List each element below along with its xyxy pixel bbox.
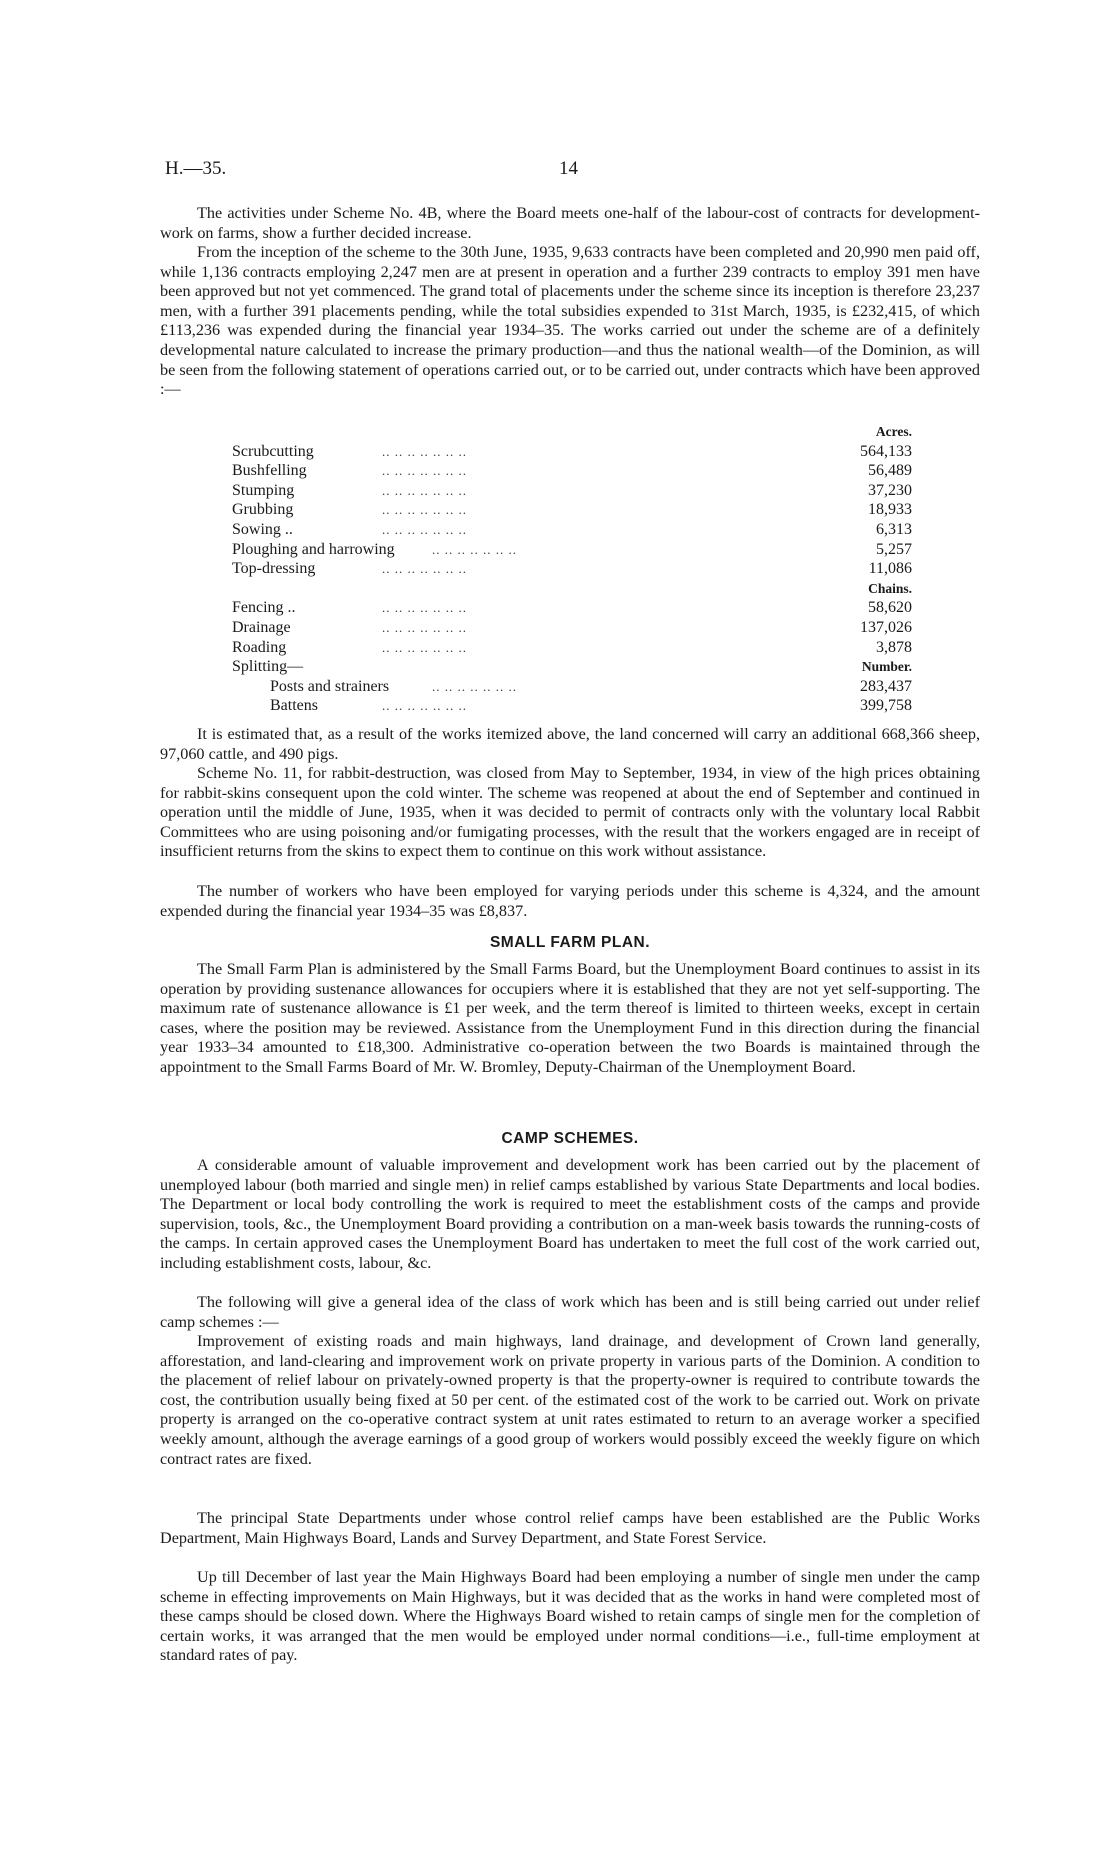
unit-label: Chains.	[868, 580, 912, 596]
paragraph-camp-1: A considerable amount of valuable improvement and development work has been carried out by the placement of unemployed labour (both married and single men) in relief camps established by various State Departments and local bodies. The Department or local body controlling the work is required to meet the establishment costs of the camps and provide supervision, tools, &c., the Unemployment Board providing a contribution on a man-week basis towards the running-costs of the camps. In certain approved cases the Unemployment Board has undertaken to meet the full cost of the work carried out, including establishment costs, labour, &c.	[160, 1156, 980, 1272]
paragraph-small-farm: The Small Farm Plan is administered by the Small Farms Board, but the Unemployment Board continues to assist in its operation by providing sustenance allowances for occupiers where it is established that they are not yet self-supporting. The maximum rate of sustenance allowance is £1 per week, and the term thereof is limited to thirteen weeks, except in certain cases, where the position may be reviewed. Assistance from the Unemployment Fund in this direction during the financial year 1933–34 amounted to £18,300. Administrative co-operation between the two Boards is maintained through the appointment to the Small Farms Board of Mr. W. Bromley, Deputy-Chairman of the Unemployment Board.	[160, 960, 980, 1076]
row-label: Scrubcutting	[232, 442, 314, 460]
heading-camp-schemes: CAMP SCHEMES.	[501, 1130, 639, 1147]
row-value: 399,758	[860, 697, 912, 715]
table-row	[232, 696, 912, 716]
paragraph-scheme-4b: The activities under Scheme No. 4B, where the Board meets one-half of the labour-cost of contracts for development-work on farms, show a further decided increase.	[160, 204, 980, 242]
paragraph-inception: From the inception of the scheme to the 30th June, 1935, 9,633 contracts have been completed and 20,990 men paid off, while 1,136 contracts employing 2,247 men are at present in operation and a further 239 contracts to employ 391 men have been approved but not yet commenced. The grand total of placements under the scheme since its inception is therefore 23,237 men, with a further 391 placements pending, while the total subsidies expended to 31st March, 1935, is £232,415, of which £113,236 was expended during the financial year 1934–35. The works carried out under the scheme are of a definitely developmental nature calculated to increase the primary production—and thus the national wealth—of the Dominion, as will be seen from the following statement of operations carried out, or to be carried out, under contracts which have been approved :—	[160, 243, 980, 399]
leader-dots: .. .. .. .. .. .. ..	[382, 482, 467, 498]
paragraph-camp-3: Improvement of existing roads and main highways, land drainage, and development of Crown land generally, afforestation, and land-clearing and improvement work on private property in various parts of the Dominion. A condition to the placement of relief labour on privately-owned property is that the property-owner is required to contribute towards the cost, the contribution usually being fixed at 50 per cent. of the estimated cost of the work to be carried out. Work on private property is arranged on the co-operative contract system at unit rates estimated to return to an average worker a specified weekly amount, although the average earnings of a good group of workers would possibly exceed the weekly figure on which contract rates are fixed.	[160, 1332, 980, 1468]
leader-dots: .. .. .. .. .. .. ..	[382, 619, 467, 635]
leader-dots: .. .. .. .. .. .. ..	[382, 463, 467, 479]
leader-dots: .. .. .. .. .. .. ..	[432, 541, 517, 557]
leader-dots: .. .. .. .. .. .. ..	[382, 521, 467, 537]
table-row	[232, 598, 912, 618]
works-table	[232, 422, 912, 716]
leader-dots: .. .. .. .. .. .. ..	[382, 443, 467, 459]
row-value: 6,313	[876, 520, 912, 538]
leader-dots: .. .. .. .. .. .. ..	[382, 600, 467, 616]
table-row	[232, 461, 912, 481]
row-value: 137,026	[860, 618, 912, 636]
row-value: 37,230	[868, 481, 912, 499]
row-label: Battens	[270, 697, 318, 715]
row-label: Posts and strainers	[270, 677, 390, 695]
table-row	[232, 442, 912, 462]
table-row	[232, 481, 912, 501]
heading-small-farm: SMALL FARM PLAN.	[489, 934, 651, 951]
unit-label: Acres.	[875, 424, 912, 439]
leader-dots: .. .. .. .. .. .. ..	[382, 561, 467, 577]
table-row	[232, 657, 912, 677]
paragraph-scheme-11: Scheme No. 11, for rabbit-destruction, was closed from May to September, 1934, in view of the high prices obtaining for rabbit-skins consequent upon the cold winter. The scheme was reopened at about the end of September and continued in operation until the middle of June, 1935, when it was decided to permit of contracts only with the voluntary local Rabbit Committees who are using poisoning and/or fumigating processes, with the result that the workers engaged are in receipt of insufficient returns from the skins to expect them to continue on this work without assistance.	[160, 764, 980, 861]
paragraph-camp-4: The principal State Departments under whose control relief camps have been established are the Public Works Department, Main Highways Board, Lands and Survey Department, and State Forest Service.	[160, 1509, 980, 1547]
row-label: Drainage	[232, 618, 291, 636]
leader-dots: .. .. .. .. .. .. ..	[382, 502, 467, 518]
row-value: 283,437	[860, 677, 912, 695]
row-label: Stumping	[232, 481, 295, 499]
document-reference: H.—35.	[165, 158, 227, 179]
table-row	[232, 500, 912, 520]
row-label: Grubbing	[232, 501, 294, 519]
leader-dots: .. .. .. .. .. .. ..	[432, 678, 517, 694]
row-label: Splitting—	[232, 658, 304, 676]
row-value: 5,257	[876, 540, 912, 558]
row-value: 18,933	[868, 501, 912, 519]
unit-label: Number.	[861, 659, 912, 675]
page-number: 14	[559, 158, 578, 179]
leader-dots: .. .. .. .. .. .. ..	[382, 698, 467, 714]
row-value: 3,878	[876, 638, 912, 656]
row-label: Ploughing and harrowing	[232, 540, 395, 558]
row-value: 564,133	[860, 442, 912, 460]
row-label: Sowing ..	[232, 520, 293, 538]
row-value: 56,489	[868, 462, 912, 480]
paragraph-camp-2: The following will give a general idea of the class of work which has been and is still being carried out under relief camp schemes :—	[160, 1293, 980, 1331]
table-row	[232, 520, 912, 540]
table-row	[232, 422, 912, 442]
paragraph-estimate: It is estimated that, as a result of the works itemized above, the land concerned will carry an additional 668,366 sheep, 97,060 cattle, and 490 pigs.	[160, 725, 980, 763]
row-value: 58,620	[868, 599, 912, 617]
table-row	[232, 540, 912, 560]
table-row	[232, 638, 912, 658]
paragraph-workers: The number of workers who have been employed for varying periods under this scheme is 4,324, and the amount expended during the financial year 1934–35 was £8,837.	[160, 882, 980, 920]
table-row	[232, 618, 912, 638]
table-row	[232, 677, 912, 697]
row-label: Roading	[232, 638, 287, 656]
row-label: Top-dressing	[232, 560, 316, 578]
row-value: 11,086	[868, 560, 912, 578]
paragraph-camp-5: Up till December of last year the Main Highways Board had been employing a number of single men under the camp scheme in effecting improvements on Main Highways, but it was decided that as the works in hand were completed most of these camps should be closed down. Where the Highways Board wished to retain camps of single men for the completion of certain works, it was arranged that the men would be employed under normal conditions—i.e., full-time employment at standard rates of pay.	[160, 1568, 980, 1665]
row-label: Bushfelling	[232, 462, 307, 480]
leader-dots: .. .. .. .. .. .. ..	[382, 639, 467, 655]
row-label: Fencing ..	[232, 599, 296, 617]
table-row	[232, 559, 912, 579]
table-row	[232, 579, 912, 599]
